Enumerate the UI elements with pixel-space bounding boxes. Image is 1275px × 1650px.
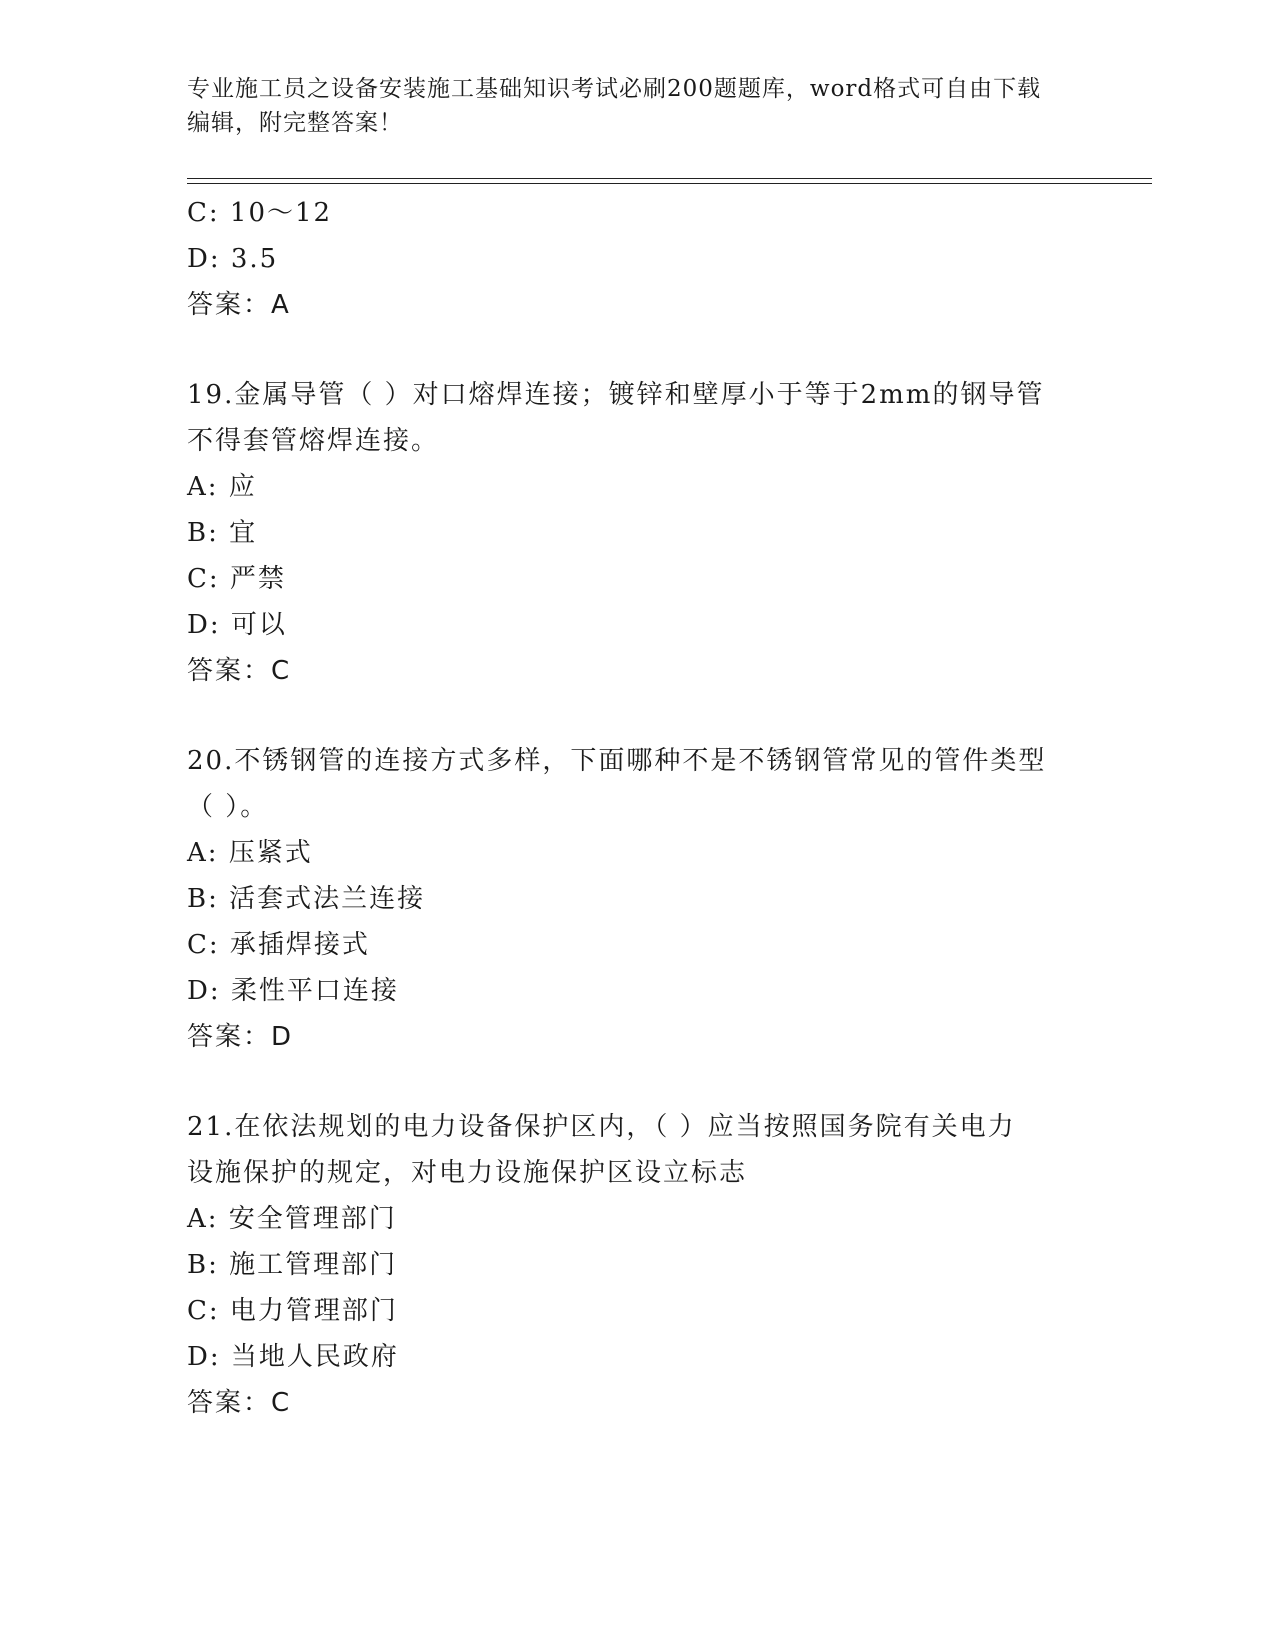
option-b: B: 宜: [187, 518, 258, 548]
option-a: A: 压紧式: [187, 838, 313, 868]
option-b: B: 施工管理部门: [187, 1250, 398, 1280]
question-list: [187, 190, 1087, 1426]
header-line-2: 编辑，附完整答案！: [187, 110, 403, 136]
question-20: [187, 738, 1087, 1060]
header-rule-bottom: [187, 183, 1152, 184]
option-a: A: 安全管理部门: [187, 1204, 397, 1234]
option-c: C: 承插焊接式: [187, 930, 370, 960]
answer: 答案：D: [187, 1022, 294, 1052]
question-stem: 19.金属导管（ ）对口熔焊连接；镀锌和壁厚小于等于2mm的钢导管: [187, 380, 1045, 410]
option-d: D: 当地人民政府: [187, 1342, 399, 1372]
option-c: C: 电力管理部门: [187, 1296, 398, 1326]
option-d: D: 柔性平口连接: [187, 976, 399, 1006]
header-line-1: 专业施工员之设备安装施工基础知识考试必刷200题题库，word格式可自由下载: [187, 76, 1042, 102]
question-19: [187, 372, 1087, 694]
option-a: A: 应: [187, 472, 257, 502]
question-stem-cont: 设施保护的规定，对电力设施保护区设立标志: [187, 1158, 748, 1188]
question-stem: 20.不锈钢管的连接方式多样，下面哪种不是不锈钢管常见的管件类型: [187, 746, 1047, 776]
answer: 答案：A: [187, 290, 291, 320]
question-18: [187, 190, 1087, 328]
document-header: [187, 72, 1087, 140]
header-rule-top: [187, 178, 1152, 179]
option-c: C: 10～12: [187, 198, 333, 228]
option-b: B: 活套式法兰连接: [187, 884, 426, 914]
question-stem-cont: （ ）。: [187, 792, 269, 822]
option-d: D: 3.5: [187, 244, 279, 274]
option-d: D: 可以: [187, 610, 287, 640]
option-c: C: 严禁: [187, 564, 286, 594]
answer: 答案：C: [187, 656, 292, 686]
question-21: [187, 1104, 1087, 1426]
question-stem: 21.在依法规划的电力设备保护区内，（ ）应当按照国务院有关电力: [187, 1112, 1016, 1142]
question-stem-cont: 不得套管熔焊连接。: [187, 426, 440, 456]
answer: 答案：C: [187, 1388, 292, 1418]
